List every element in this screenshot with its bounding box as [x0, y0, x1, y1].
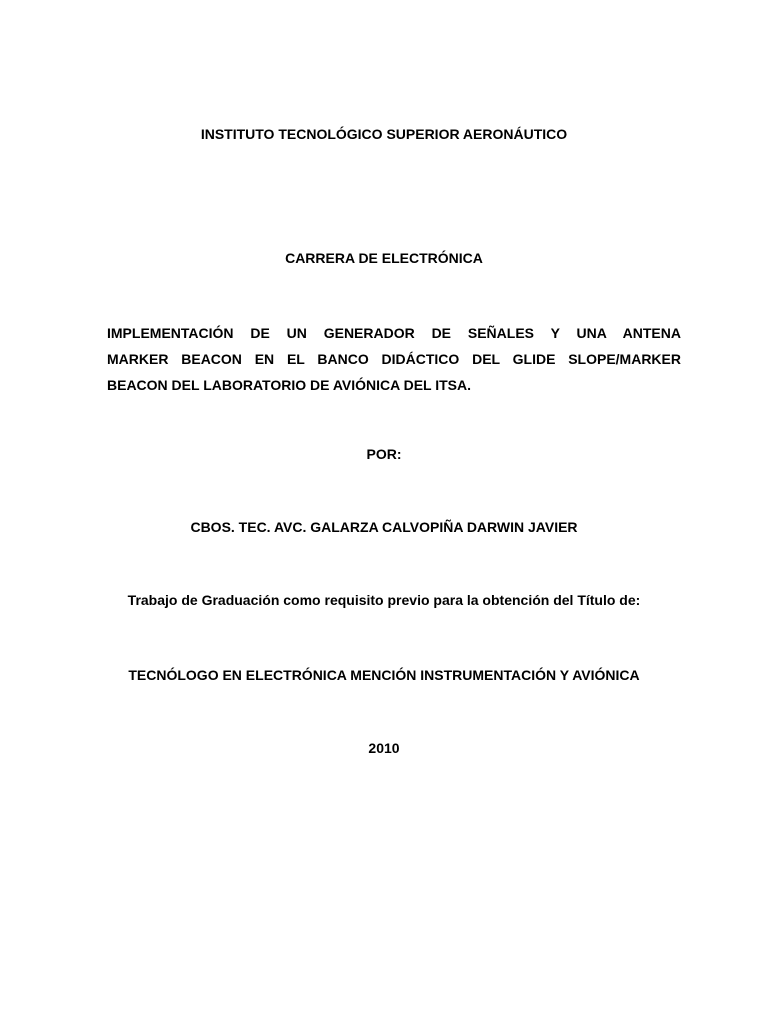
thesis-title — [107, 320, 681, 398]
career-name: CARRERA DE ELECTRÓNICA — [285, 250, 483, 266]
year: 2010 — [368, 740, 400, 756]
thesis-title-line: IMPLEMENTACIÓN DE UN GENERADOR DE SEÑALES Y UNA ANTENA — [107, 325, 681, 341]
institution-name: INSTITUTO TECNOLÓGICO SUPERIOR AERONÁUTICO — [200, 126, 568, 142]
by-label: POR: — [366, 446, 402, 462]
thesis-title-line: BEACON DEL LABORATORIO DE AVIÓNICA DEL ITSA. — [107, 377, 472, 393]
author-name: CBOS. TEC. AVC. GALARZA CALVOPIÑA DARWIN JAVIER — [190, 519, 578, 535]
degree-title: TECNÓLOGO EN ELECTRÓNICA MENCIÓN INSTRUMENTACIÓN Y AVIÓNICA — [128, 667, 640, 683]
requirement-text: Trabajo de Graduación como requisito previo para la obtención del Título de: — [127, 592, 641, 608]
thesis-title-line: MARKER BEACON EN EL BANCO DIDÁCTICO DEL GLIDE SLOPE/MARKER — [107, 351, 681, 367]
